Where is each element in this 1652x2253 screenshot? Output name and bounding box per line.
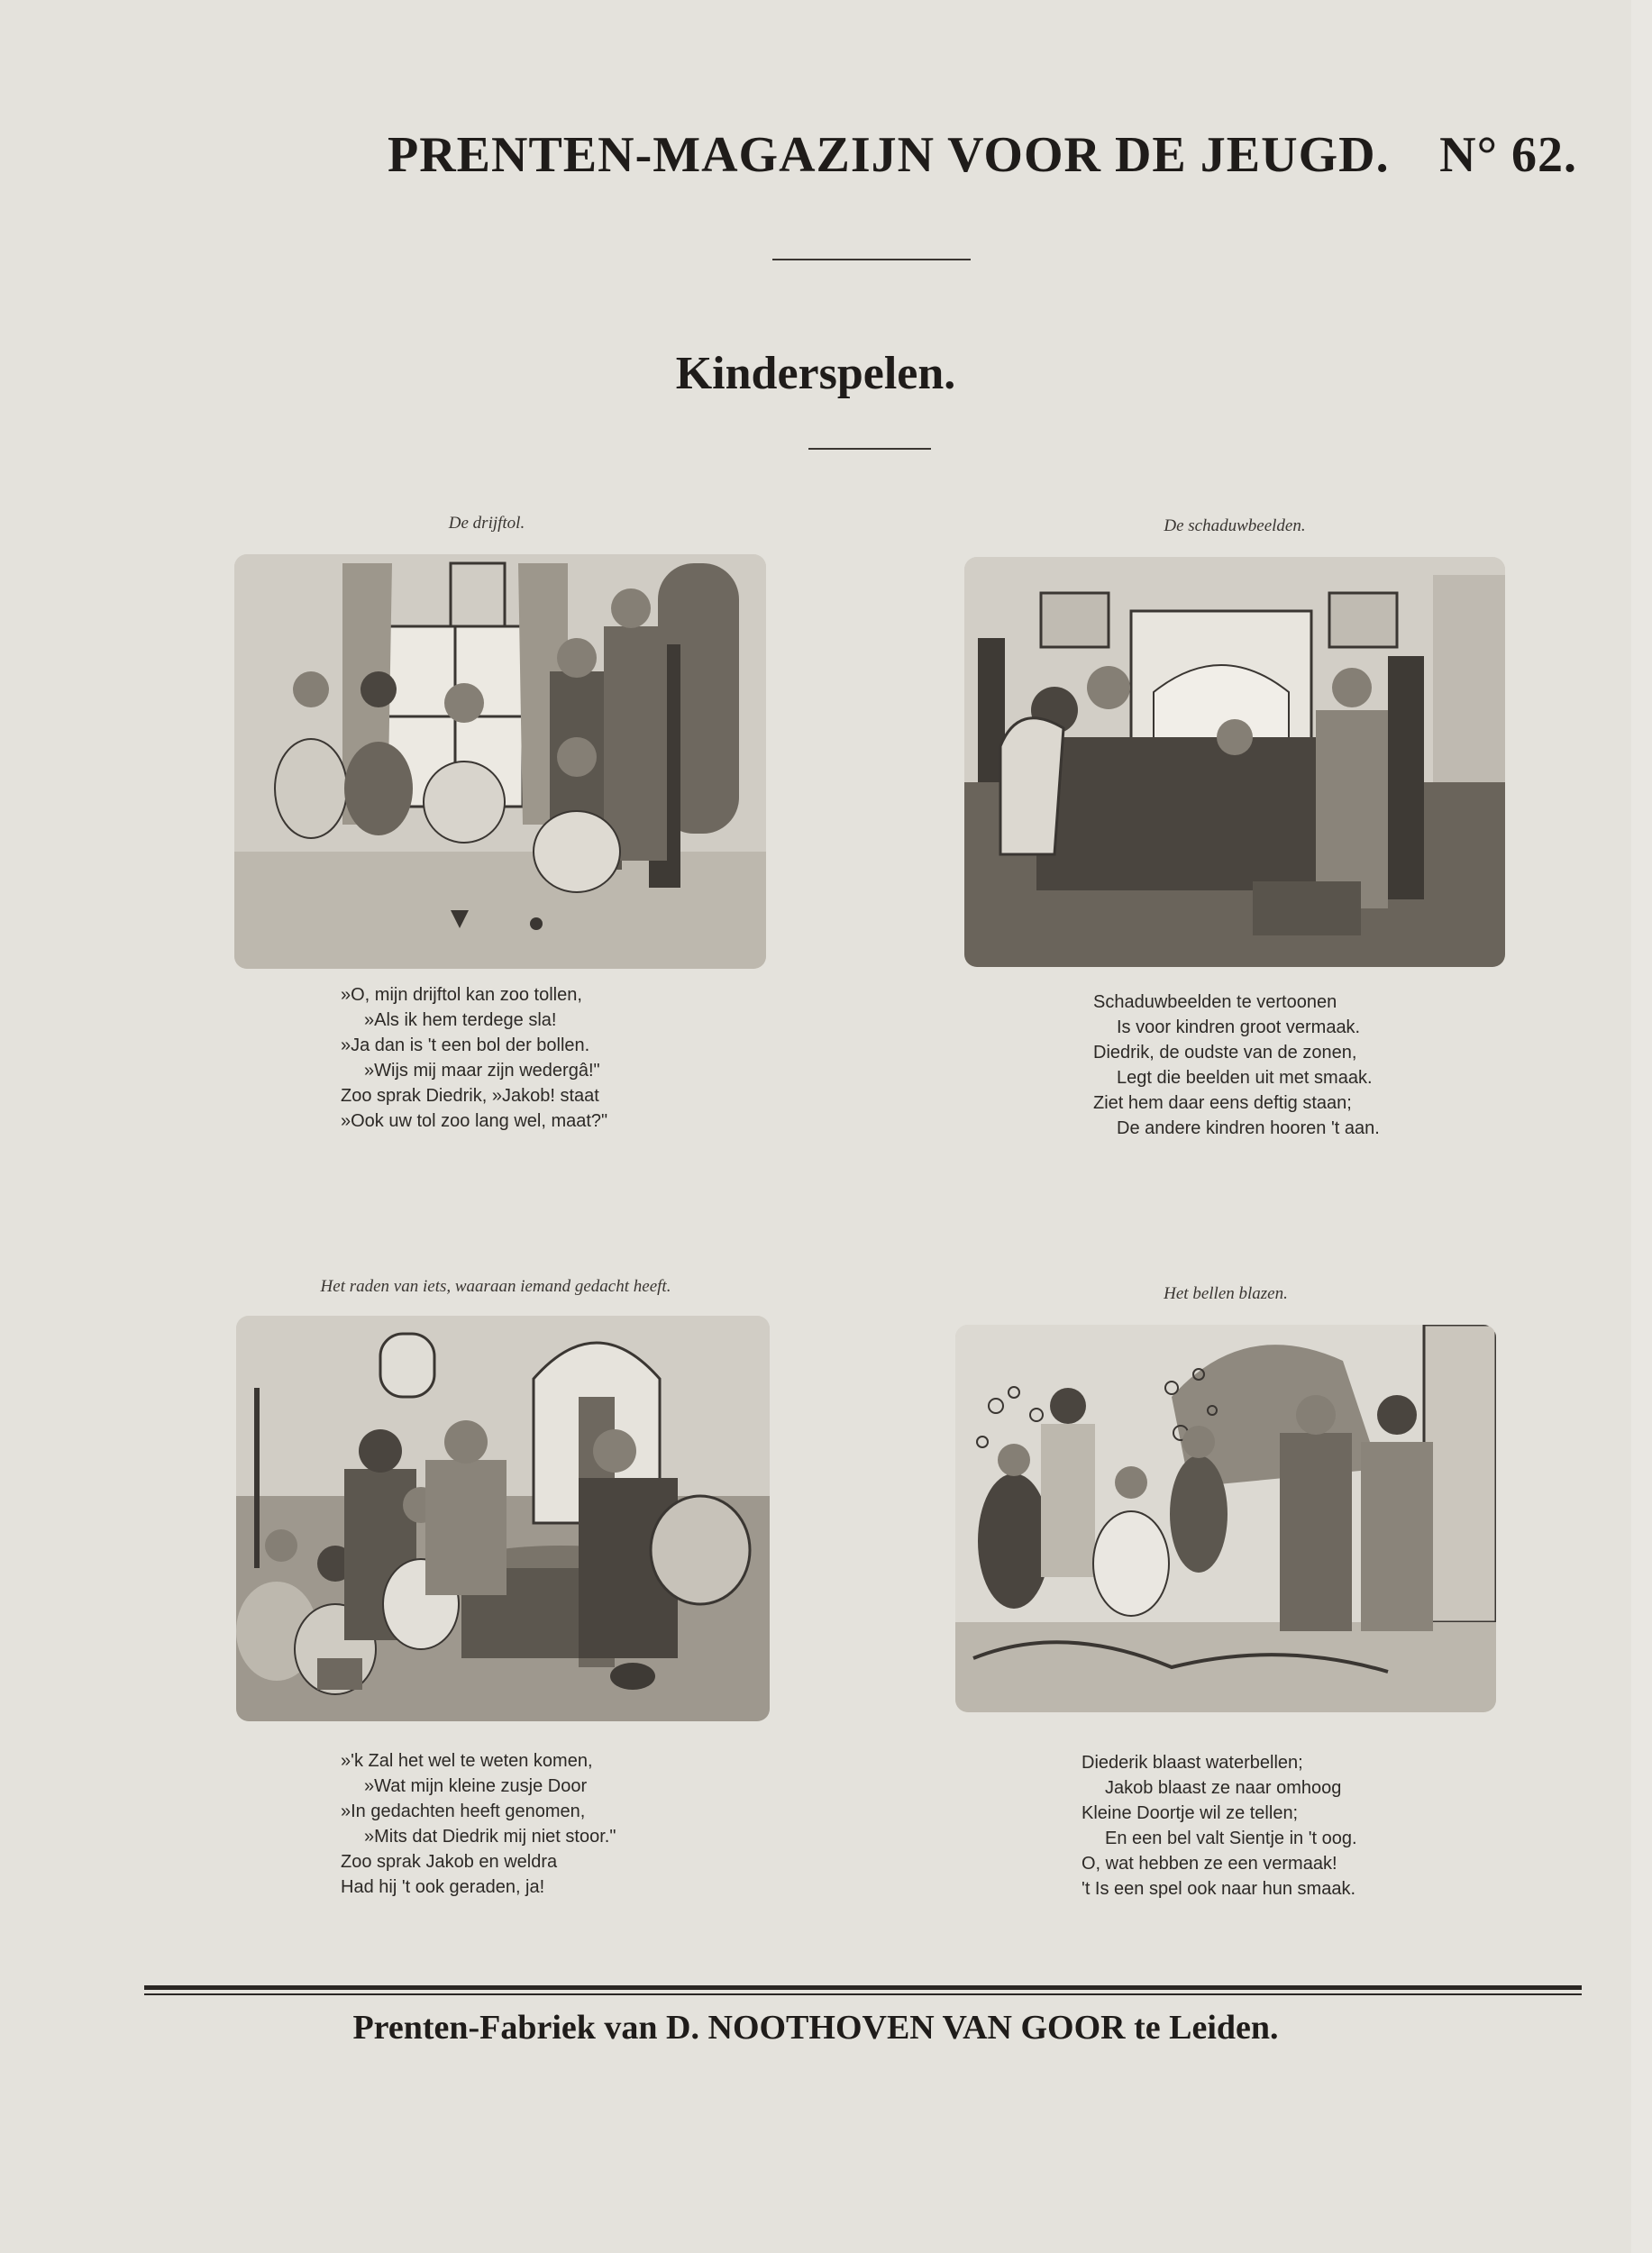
verse-line: »Wat mijn kleine zusje Door <box>364 1776 588 1796</box>
sheet-edge <box>1631 0 1652 2253</box>
verse-bellen-blazen <box>1082 1750 1357 1902</box>
header <box>388 126 1595 198</box>
magazine-title: PRENTEN-MAGAZIJN VOOR DE JEUGD. <box>388 127 1390 183</box>
verse-raden <box>341 1748 616 1900</box>
verse-line: »Als ik hem terdege sla! <box>364 1010 557 1030</box>
title-rule <box>808 448 931 450</box>
verse-line: O, wat hebben ze een vermaak! <box>1082 1854 1337 1874</box>
verse-line: »In gedachten heeft genomen, <box>341 1801 586 1821</box>
verse-line: Zoo sprak Jakob en weldra <box>341 1852 558 1872</box>
verse-line: »Wijs mij maar zijn wedergâ!" <box>364 1061 600 1081</box>
verse-line: »'k Zal het wel te weten komen, <box>341 1751 593 1771</box>
verse-line: Jakob blaast ze naar omhoog <box>1105 1778 1342 1798</box>
illustration-drijftol <box>234 554 766 969</box>
verse-line: »Ook uw tol zoo lang wel, maat?" <box>341 1111 608 1131</box>
verse-line: Zoo sprak Diedrik, »Jakob! staat <box>341 1086 599 1106</box>
verse-line: Is voor kindren groot vermaak. <box>1117 1017 1361 1037</box>
illustration-bellen-blazen <box>955 1325 1496 1712</box>
illustration-raden <box>236 1316 770 1721</box>
verse-line: En een bel valt Sientje in 't oog. <box>1105 1829 1357 1848</box>
footer-rule-thick <box>144 1985 1582 1990</box>
verse-line: »Mits dat Diedrik mij niet stoor." <box>364 1827 616 1847</box>
verse-line: De andere kindren hooren 't aan. <box>1117 1118 1380 1138</box>
verse-line: »O, mijn drijftol kan zoo tollen, <box>341 985 582 1005</box>
footer-rule-thin <box>144 1993 1582 1995</box>
publisher-imprint: Prenten-Fabriek van D. NOOTHOVEN VAN GOOR te Leiden. <box>352 2009 1279 2047</box>
verse-line: »Ja dan is 't een bol der bollen. <box>341 1035 590 1055</box>
verse-schaduwbeelden <box>1093 990 1380 1141</box>
verse-line: 't Is een spel ook naar hun smaak. <box>1082 1879 1355 1899</box>
header-rule <box>772 259 971 260</box>
caption-drijftol: De drijftol. <box>448 514 525 533</box>
verse-drijftol <box>341 982 607 1134</box>
verse-line: Diederik blaast waterbellen; <box>1082 1753 1303 1773</box>
verse-line: Ziet hem daar eens deftig staan; <box>1093 1093 1352 1113</box>
verse-line: Had hij 't ook geraden, ja! <box>341 1877 545 1897</box>
caption-schaduwbeelden: De schaduwbeelden. <box>1164 516 1306 535</box>
page-title: Kinderspelen. <box>675 348 956 399</box>
caption-bellen-blazen: Het bellen blazen. <box>1164 1284 1288 1303</box>
sheet-number: N° 62. <box>1439 127 1577 183</box>
verse-line: Kleine Doortje wil ze tellen; <box>1082 1803 1299 1823</box>
verse-line: Schaduwbeelden te vertoonen <box>1093 992 1337 1012</box>
illustration-schaduwbeelden <box>964 557 1505 967</box>
caption-raden: Het raden van iets, waaraan iemand gedacht heeft. <box>320 1277 671 1296</box>
verse-line: Diedrik, de oudste van de zonen, <box>1093 1043 1357 1063</box>
verse-line: Legt die beelden uit met smaak. <box>1117 1068 1373 1088</box>
